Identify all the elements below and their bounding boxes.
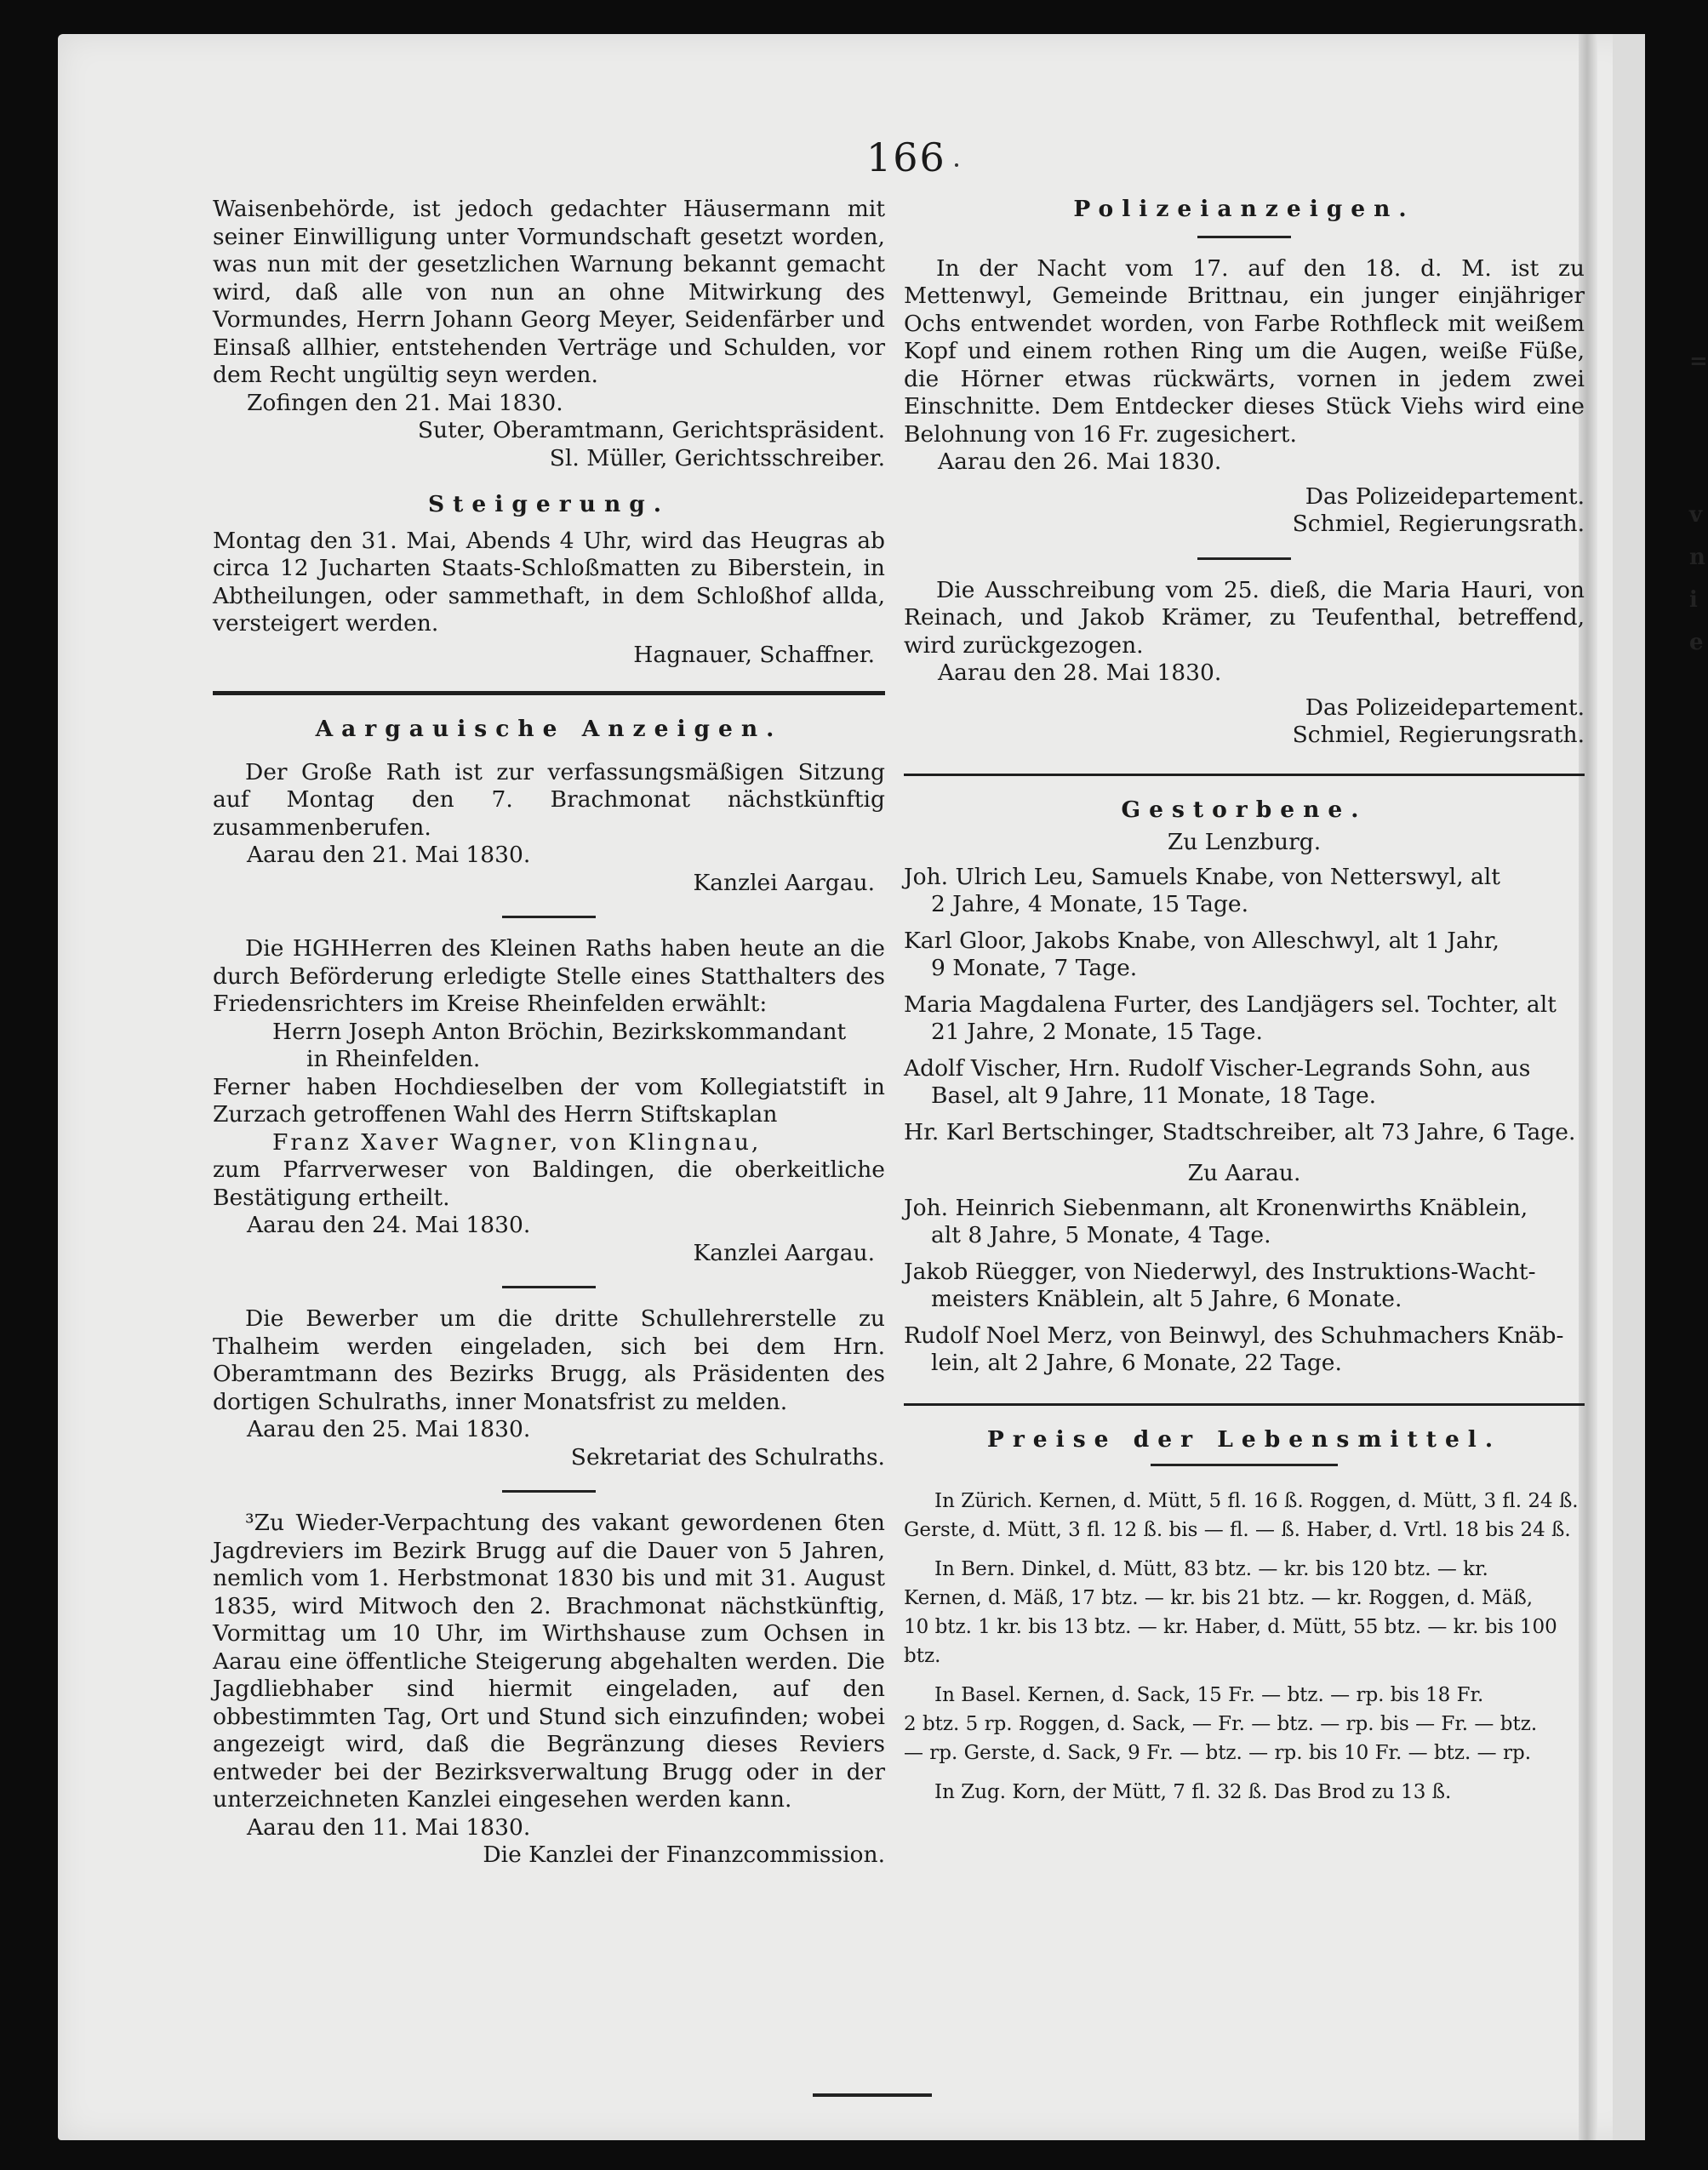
person-name: Franz Xaver Wagner, von Klingnau, bbox=[272, 1128, 762, 1156]
death-entry bbox=[904, 928, 1585, 983]
notice-text: ³Zu Wieder-Verpachtung des vakant gewordenen 6ten Jagdreviers im Bezirk Brugg auf die Dauer von 5 Jahren, nemlich vom 1. Herbstmonat 1830 bis und mit 31. August 1835, wird Mitwoch den 2. Brachmonat nächstkünftig, Vormittag um 10 Uhr, im Wirthshause zum Ochsen in Aarau eine öffentliche Steigerung abgehalten werden. Die Jagdliebhaber sind hiermit eingeladen, auf den obbestimmten Tag, Ort und Stund sich einzufinden; wobei angezeigt wird, daß die Begränzung dieses Reviers entweder bei der Bezirksverwaltung Brugg oder in der unterzeichneten Kanzlei eingesehen werden kann. bbox=[213, 1510, 885, 1813]
edge-char: v bbox=[1689, 502, 1703, 528]
right-column bbox=[904, 196, 1585, 1817]
person-name: Herrn Joseph Anton Bröchin, Bezirkskommandant bbox=[272, 1018, 847, 1045]
notice-signature: Kanzlei Aargau. bbox=[693, 869, 875, 896]
section-heading: Steigerung. bbox=[428, 491, 670, 517]
short-divider bbox=[502, 916, 596, 918]
notice-signature: Suter, Oberamtmann, Gerichtspräsident. bbox=[417, 417, 885, 443]
price-entry bbox=[904, 1487, 1585, 1545]
entry-line: 21 Jahre, 2 Monate, 15 Tage. bbox=[931, 1019, 1263, 1045]
section-divider bbox=[904, 1403, 1585, 1406]
edge-char: n bbox=[1689, 545, 1705, 570]
death-entry bbox=[904, 1055, 1585, 1111]
notice-text: Montag den 31. Mai, Abends 4 Uhr, wird das Heugras ab circa 12 Jucharten Staats-Schloßmatten zu Biberstein, in Abtheilungen, oder sammethaft, in dem Schloßhof allda, versteigert werden. bbox=[213, 527, 885, 637]
price-entry bbox=[904, 1778, 1585, 1807]
entry-line: Karl Gloor, Jakobs Knabe, von Alleschwyl, alt 1 Jahr, bbox=[904, 927, 1499, 954]
notice-text: Die Bewerber um die dritte Schullehrerstelle zu Thalheim werden eingeladen, sich bei dem Hrn. Oberamtmann des Bezirks Brugg, als Präsidenten des dortigen Schulraths, inner Monatsfrist zu melden. bbox=[213, 1305, 885, 1415]
short-divider bbox=[1197, 557, 1291, 560]
bottom-divider bbox=[813, 2093, 932, 2097]
notice-date: Aarau den 28. Mai 1830. bbox=[938, 660, 1222, 686]
short-divider bbox=[1151, 1464, 1338, 1466]
notice-signature: Das Polizeidepartement. bbox=[1305, 694, 1585, 721]
section-heading: Aargauische Anzeigen. bbox=[315, 716, 783, 742]
notice-signature: Kanzlei Aargau. bbox=[693, 1239, 875, 1266]
section-heading: Preise der Lebensmittel. bbox=[986, 1425, 1502, 1453]
price-line: — rp. Gerste, d. Sack, 9 Fr. — btz. — rp. bis 10 Fr. — btz. — rp. bbox=[904, 1742, 1531, 1764]
entry-line: 2 Jahre, 4 Monate, 15 Tage. bbox=[931, 891, 1249, 917]
section-divider bbox=[213, 691, 885, 695]
section-divider bbox=[904, 774, 1585, 776]
notice-text: Ferner haben Hochdieselben der vom Kollegiatstift in Zurzach getroffenen Wahl des Herrn Stiftskaplan bbox=[213, 1073, 885, 1128]
entry-line: Jakob Rüegger, von Niederwyl, des Instruktions-Wacht- bbox=[904, 1258, 1536, 1285]
notice-date: Aarau den 26. Mai 1830. bbox=[938, 448, 1222, 475]
notice-text: Der Große Rath ist zur verfassungsmäßigen Sitzung auf Montag den 7. Brachmonat nächstkünftig zusammenberufen. bbox=[213, 758, 885, 841]
short-divider bbox=[502, 1490, 596, 1493]
death-entry bbox=[904, 1119, 1585, 1147]
notice-date: Aarau den 25. Mai 1830. bbox=[247, 1416, 531, 1442]
price-line: Kernen, d. Mäß, 17 btz. — kr. bis 21 btz. — kr. Roggen, d. Mäß, bbox=[904, 1587, 1533, 1609]
next-page-edge bbox=[1613, 34, 1645, 2140]
price-list bbox=[904, 1487, 1585, 1807]
notice-signature: Schmiel, Regierungsrath. bbox=[1292, 511, 1585, 537]
entry-line: Maria Magdalena Furter, des Landjägers sel. Tochter, alt bbox=[904, 991, 1557, 1018]
notice-date: Aarau den 21. Mai 1830. bbox=[247, 842, 531, 868]
notice-date: Zofingen den 21. Mai 1830. bbox=[247, 389, 563, 416]
death-entry bbox=[904, 991, 1585, 1047]
person-name: in Rheinfelden. bbox=[306, 1046, 481, 1072]
subsection-heading: Zu Aarau. bbox=[1187, 1160, 1301, 1186]
notice-signature: Die Kanzlei der Finanzcommission. bbox=[483, 1842, 885, 1868]
section-heading: Gestorbene. bbox=[1121, 796, 1368, 823]
death-entry bbox=[904, 1322, 1585, 1378]
price-line: In Zug. Korn, der Mütt, 7 fl. 32 ß. Das Brod zu 13 ß. bbox=[934, 1781, 1452, 1803]
price-line: In Basel. Kernen, d. Sack, 15 Fr. — btz. — rp. bis 18 Fr. bbox=[934, 1684, 1484, 1706]
notice-date: Aarau den 11. Mai 1830. bbox=[247, 1813, 531, 1841]
entry-line: 9 Monate, 7 Tage. bbox=[931, 955, 1138, 981]
notice-text: zum Pfarrverweser von Baldingen, die oberkeitliche Bestätigung ertheilt. bbox=[213, 1156, 885, 1211]
entry-line: Hr. Karl Bertschinger, Stadtschreiber, alt 73 Jahre, 6 Tage. bbox=[904, 1118, 1576, 1145]
notice-text: Die HGHHerren des Kleinen Raths haben heute an die durch Beförderung erledigte Stelle eines Statthalters des Friedensrichters im Kreise Rheinfelden erwählt: bbox=[213, 935, 885, 1017]
entry-line: Basel, alt 9 Jahre, 11 Monate, 18 Tage. bbox=[931, 1082, 1377, 1109]
entry-line: Adolf Vischer, Hrn. Rudolf Vischer-Legrands Sohn, aus bbox=[904, 1054, 1531, 1082]
edge-char: e bbox=[1689, 630, 1704, 655]
entry-line: alt 8 Jahre, 5 Monate, 4 Tage. bbox=[931, 1222, 1271, 1248]
price-line: 2 btz. 5 rp. Roggen, d. Sack, — Fr. — btz. — rp. bis — Fr. — btz. bbox=[904, 1713, 1538, 1735]
notice-signature: Schmiel, Regierungsrath. bbox=[1292, 722, 1585, 748]
entry-line: Rudolf Noel Merz, von Beinwyl, des Schuhmachers Knäb- bbox=[904, 1322, 1564, 1349]
price-line: Gerste, d. Mütt, 3 fl. 12 ß. bis — fl. — ß. Haber, d. Vrtl. 18 bis 24 ß. bbox=[904, 1519, 1571, 1541]
price-entry bbox=[904, 1681, 1585, 1767]
short-divider bbox=[502, 1286, 596, 1288]
notice-text: In der Nacht vom 17. auf den 18. d. M. ist zu Mettenwyl, Gemeinde Brittnau, ein junger einjähriger Ochs entwendet worden, von Farbe Rothfleck mit weißem Kopf und einem rothen Ring um die Augen, weiße Füße, die Hörner etwas rückwärts, vornen in jedem zwei Einschnitte. Dem Entdecker dieses Stück Viehs wird eine Belohnung von 16 Fr. zugesichert. bbox=[904, 254, 1585, 448]
short-divider bbox=[1197, 236, 1291, 238]
notice-text: Die Ausschreibung vom 25. dieß, die Maria Hauri, von Reinach, und Jakob Krämer, zu Teufenthal, betreffend, wird zurückgezogen. bbox=[904, 576, 1585, 659]
notice-signature: Das Polizeidepartement. bbox=[1305, 483, 1585, 510]
price-line: In Bern. Dinkel, d. Mütt, 83 btz. — kr. bis 120 btz. — kr. bbox=[934, 1558, 1488, 1580]
edge-char: = bbox=[1689, 349, 1708, 374]
price-entry bbox=[904, 1555, 1585, 1670]
notice-date: Aarau den 24. Mai 1830. bbox=[247, 1212, 531, 1238]
death-entry bbox=[904, 1259, 1585, 1314]
death-entry bbox=[904, 1195, 1585, 1250]
left-column bbox=[213, 196, 885, 1870]
entry-line: Joh. Heinrich Siebenmann, alt Kronenwirths Knäblein, bbox=[904, 1194, 1528, 1221]
price-line: In Zürich. Kernen, d. Mütt, 5 fl. 16 ß. Roggen, d. Mütt, 3 fl. 24 ß. bbox=[934, 1490, 1579, 1512]
edge-char: i bbox=[1689, 587, 1698, 613]
entry-line: lein, alt 2 Jahre, 6 Monate, 22 Tage. bbox=[931, 1350, 1342, 1376]
entry-line: meisters Knäblein, alt 5 Jahre, 6 Monate. bbox=[931, 1286, 1402, 1312]
price-line: 10 btz. 1 kr. bis 13 btz. — kr. Haber, d. Mütt, 55 btz. — kr. bis 100 btz. bbox=[904, 1616, 1557, 1667]
notice-signature: Sekretariat des Schulraths. bbox=[570, 1443, 885, 1470]
subsection-heading: Zu Lenzburg. bbox=[1167, 829, 1322, 855]
ink-dot bbox=[955, 163, 958, 167]
notice-text: Waisenbehörde, ist jedoch gedachter Häusermann mit seiner Einwilligung unter Vormundschaft gesetzt worden, was nun mit der gesetzlichen Warnung bekannt gemacht wird, daß alle von nun an ohne Mitwirkung des Vormundes, Herrn Johann Georg Meyer, Seidenfärber und Einsaß allhier, entstehenden Verträge und Schulden, vor dem Recht ungültig seyn werden. bbox=[213, 196, 885, 388]
notice-signature: Sl. Müller, Gerichtsschreiber. bbox=[549, 444, 885, 471]
death-entry bbox=[904, 864, 1585, 919]
section-heading: Polizeianzeigen. bbox=[1073, 196, 1415, 222]
notice-signature: Hagnauer, Schaffner. bbox=[633, 641, 875, 668]
entry-line: Joh. Ulrich Leu, Samuels Knabe, von Netterswyl, alt bbox=[904, 863, 1500, 890]
page-number: 166 bbox=[866, 134, 946, 180]
